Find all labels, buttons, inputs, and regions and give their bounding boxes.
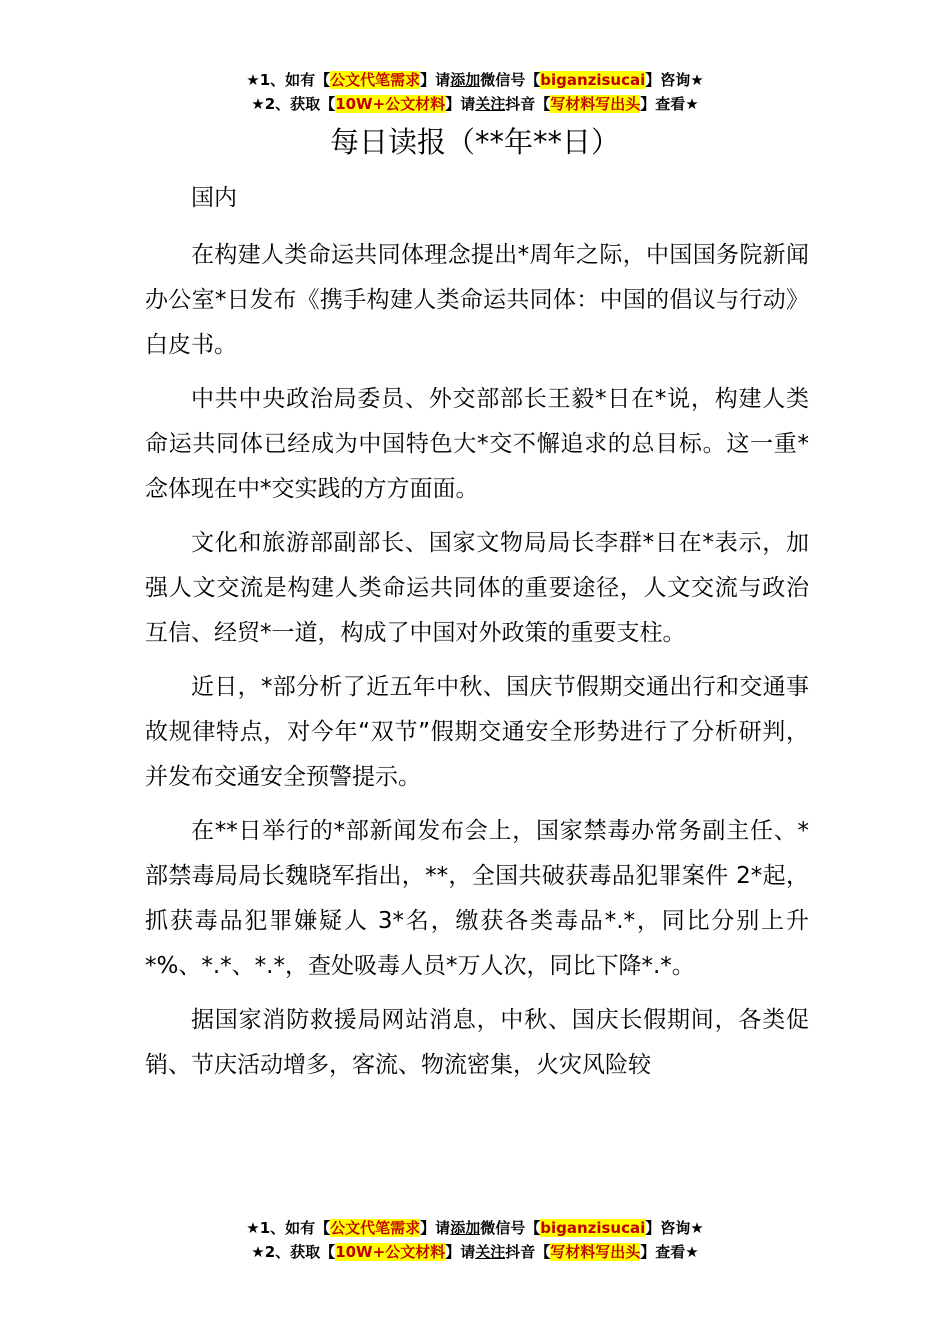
banner-text: 】查看★ — [640, 95, 699, 113]
banner-text: 】请 — [445, 95, 476, 113]
banner-line-2 — [0, 1240, 950, 1264]
document-title: 每日读报（**年**日） — [329, 125, 620, 159]
banner-text: 】请 — [420, 71, 451, 89]
banner-highlight: 公文代笔需求 — [330, 71, 421, 89]
banner-text: 】请 — [445, 1243, 476, 1261]
banner-highlight: 10W+公文材料 — [335, 95, 446, 113]
banner-highlight: 公文代笔需求 — [330, 1219, 421, 1237]
banner-highlight: 写材料写出头 — [550, 1243, 641, 1261]
banner-text: 抖音【 — [505, 1243, 551, 1261]
banner-text: 抖音【 — [505, 95, 551, 113]
paragraph: 近日，*部分析了近五年中秋、国庆节假期交通出行和交通事故规律特点，对今年“双节”假期交通安全形势进行了分析研判，并发布交通安全预警提示。 — [145, 674, 809, 790]
document-body — [145, 176, 809, 1097]
footer-banner — [0, 1216, 950, 1264]
banner-text: 微信号【 — [480, 71, 541, 89]
banner-highlight: 写材料写出头 — [550, 95, 641, 113]
banner-line-2 — [0, 92, 950, 116]
banner-line-1 — [0, 68, 950, 92]
banner-text: ★1、如有【 — [246, 71, 331, 89]
banner-text: 】咨询★ — [645, 1219, 704, 1237]
section-heading: 国内 — [191, 185, 237, 211]
banner-text: 】请 — [420, 1219, 451, 1237]
banner-highlight: biganzisucai — [540, 71, 646, 89]
banner-text: ★2、获取【 — [251, 95, 336, 113]
banner-highlight: 10W+公文材料 — [335, 1243, 446, 1261]
paragraph: 中共中央政治局委员、外交部部长王毅*日在*说，构建人类命运共同体已经成为中国特色大*交不懈追求的总目标。这一重*念体现在中*交实践的方方面面。 — [145, 386, 809, 502]
banner-underline: 添加 — [450, 1219, 481, 1237]
banner-highlight: biganzisucai — [540, 1219, 646, 1237]
banner-underline: 关注 — [475, 95, 506, 113]
paragraph: 在**日举行的*部新闻发布会上，国家禁毒办常务副主任、*部禁毒局局长魏晓军指出，**，全国共破获毒品犯罪案件 2*起，抓获毒品犯罪嫌疑人 3*名，缴获各类毒品*.*，同比分别上升*%、*.*、*.*，查处吸毒人员*万人次，同比下降*.*。 — [145, 818, 809, 979]
paragraph: 在构建人类命运共同体理念提出*周年之际，中国国务院新闻办公室*日发布《携手构建人类命运共同体：中国的倡议与行动》白皮书。 — [145, 242, 809, 358]
banner-line-1 — [0, 1216, 950, 1240]
paragraph: 文化和旅游部副部长、国家文物局局长李群*日在*表示，加强人文交流是构建人类命运共同体的重要途径，人文交流与政治互信、经贸*一道，构成了中国对外政策的重要支柱。 — [145, 530, 809, 646]
header-banner — [0, 68, 950, 116]
banner-underline: 添加 — [450, 71, 481, 89]
banner-underline: 关注 — [475, 1243, 506, 1261]
paragraph: 据国家消防救援局网站消息，中秋、国庆长假期间，各类促销、节庆活动增多，客流、物流密集，火灾风险较 — [145, 1007, 809, 1078]
banner-text: ★1、如有【 — [246, 1219, 331, 1237]
banner-text: 微信号【 — [480, 1219, 541, 1237]
banner-text: 】咨询★ — [645, 71, 704, 89]
banner-text: 】查看★ — [640, 1243, 699, 1261]
banner-text: ★2、获取【 — [251, 1243, 336, 1261]
